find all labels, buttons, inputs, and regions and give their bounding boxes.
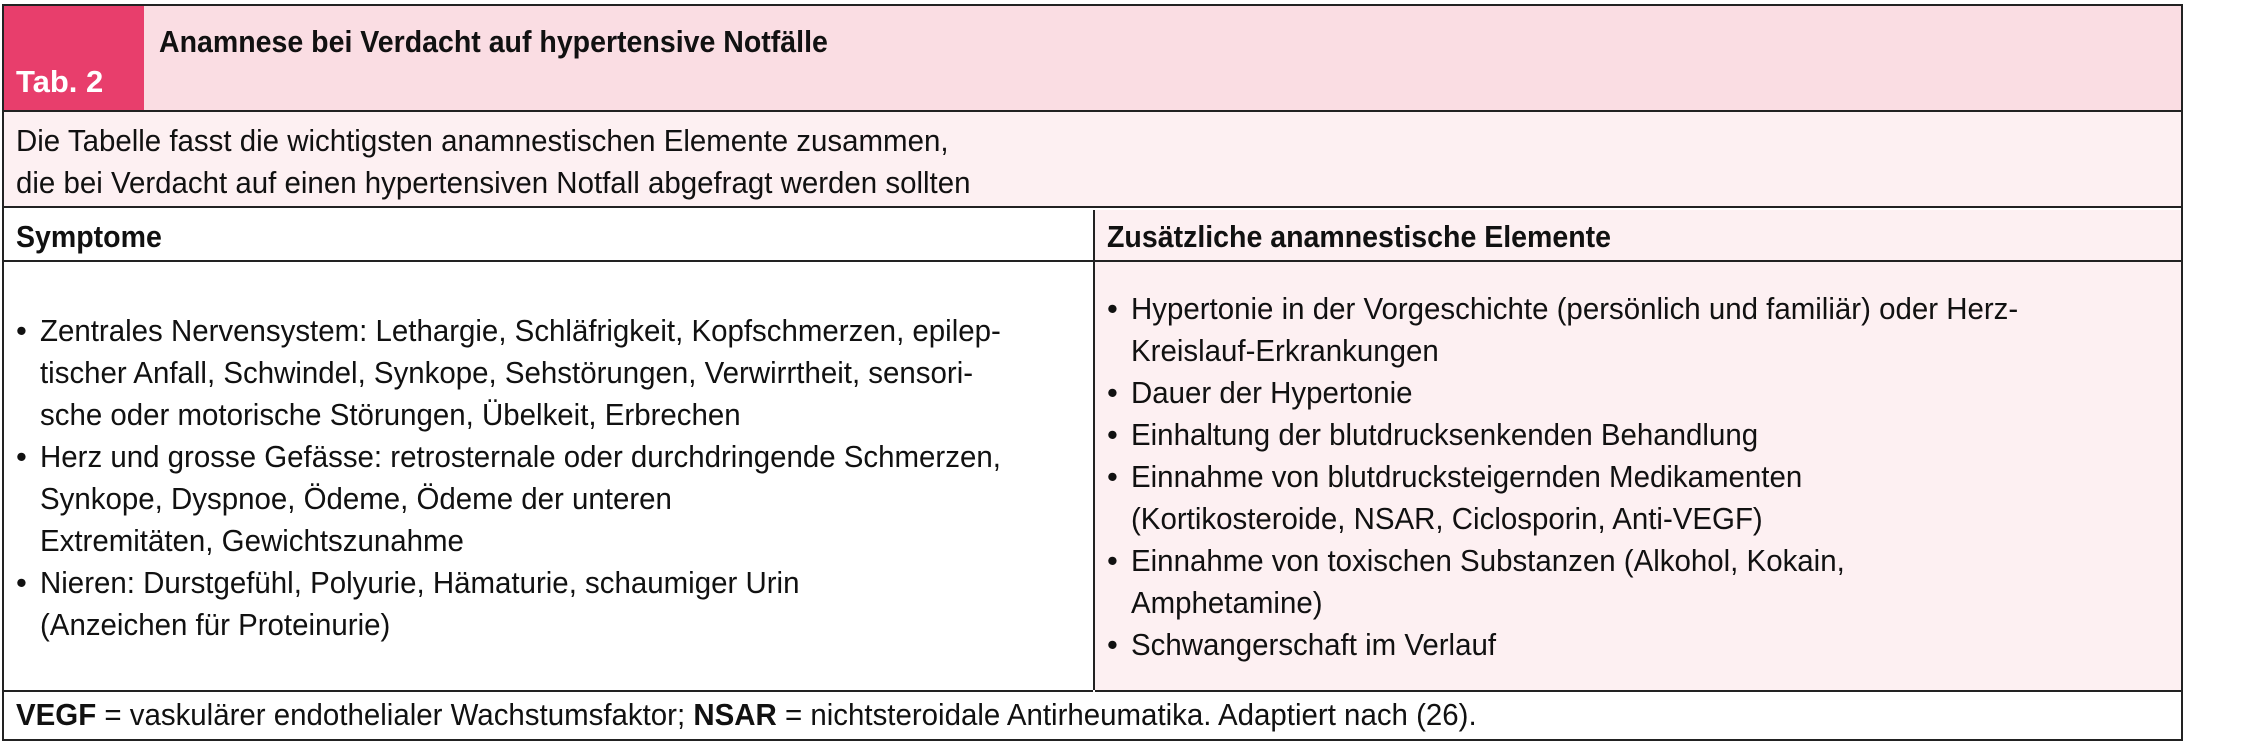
- list-item: • Zentrales Nervensystem: Lethargie, Schläfrigkeit, Kopfschmerzen, epilep- tischer Anfall, Schwindel, Synkope, Sehstörungen, Verwirrtheit, sensori- sche oder motorische Störungen, Übelkeit, Erbrechen: [16, 310, 1051, 436]
- def-vegf: = vaskulärer endothelialer Wachstumsfaktor;: [96, 697, 694, 732]
- bullet-icon: •: [1107, 543, 1118, 578]
- bullet-icon: •: [16, 439, 27, 474]
- bullet-icon: •: [1107, 459, 1118, 494]
- intro-line-2: die bei Verdacht auf einen hypertensiven Notfall abgefragt werden sollten: [16, 165, 971, 200]
- additional-elements-list: [1107, 288, 2065, 666]
- table-2: [2, 4, 2183, 741]
- list-item: • Herz und grosse Gefässe: retrosternale oder durchdringende Schmerzen, Synkope, Dyspnoe, Ödeme, Ödeme der unteren Extremitäten, Gewichtszunahme: [16, 436, 1051, 562]
- table-title: Anamnese bei Verdacht auf hypertensive Notfälle: [159, 24, 828, 59]
- list-item: • Einnahme von toxischen Substanzen (Alkohol, Kokain, Amphetamine): [1107, 540, 2065, 624]
- list-item: • Einnahme von blutdrucksteigernden Medikamenten (Kortikosteroide, NSAR, Ciclosporin, Anti-VEGF): [1107, 456, 2065, 540]
- intro-line-1: Die Tabelle fasst die wichtigsten anamnestischen Elemente zusammen,: [16, 123, 949, 158]
- symptoms-cell: [4, 262, 1093, 692]
- bullet-icon: •: [16, 313, 27, 348]
- abbr-vegf: VEGF: [16, 697, 97, 732]
- list-item: • Dauer der Hypertonie: [1107, 372, 2065, 414]
- list-item: • Hypertonie in der Vorgeschichte (persönlich und familiär) oder Herz- Kreislauf-Erkrankungen: [1107, 288, 2065, 372]
- bullet-icon: •: [1107, 417, 1118, 452]
- table-intro: [4, 112, 2181, 208]
- def-nsar: = nichtsteroidale Antirheumatika. Adaptiert nach (26).: [776, 697, 1477, 732]
- column-header-symptome: Symptome: [4, 210, 1093, 262]
- list-item: • Nieren: Durstgefühl, Polyurie, Hämaturie, schaumiger Urin (Anzeichen für Proteinurie): [16, 562, 1051, 646]
- bullet-icon: •: [1107, 291, 1118, 326]
- symptoms-list: [16, 310, 1051, 646]
- list-item: • Schwangerschaft im Verlauf: [1107, 624, 2065, 666]
- bullet-icon: •: [1107, 375, 1118, 410]
- table-number-label: Tab. 2: [4, 6, 144, 110]
- table-header: [4, 6, 2181, 112]
- column-header-zusaetzliche-elemente: Zusätzliche anamnestische Elemente: [1095, 210, 2181, 262]
- bullet-icon: •: [16, 565, 27, 600]
- list-item: • Einhaltung der blutdrucksenkenden Behandlung: [1107, 414, 2065, 456]
- additional-elements-cell: [1095, 262, 2181, 692]
- bullet-icon: •: [1107, 627, 1118, 662]
- table-footnote: [4, 692, 2181, 739]
- abbr-nsar: NSAR: [693, 697, 777, 732]
